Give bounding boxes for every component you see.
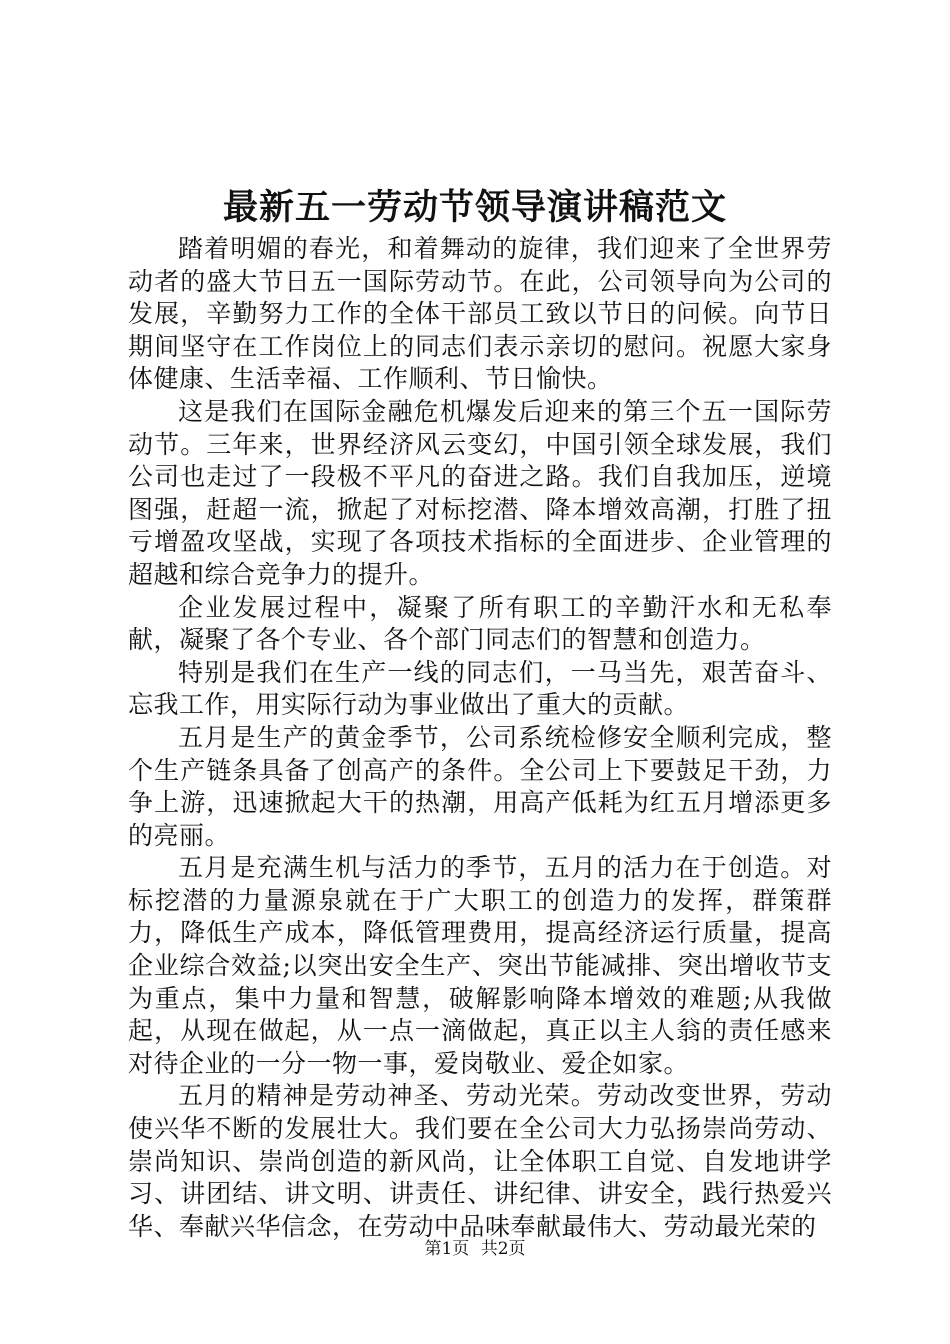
page-number: 第1页	[424, 1239, 470, 1259]
page-footer	[0, 1237, 950, 1261]
document-title: 最新五一劳动节领导演讲稿范文	[222, 188, 727, 228]
paragraph: 企业发展过程中，凝聚了所有职工的辛勤汗水和无私奉献，凝聚了各个专业、各个部门同志们的智慧和创造力。	[128, 592, 832, 655]
page-total: 共2页	[480, 1239, 526, 1259]
paragraph: 五月的精神是劳动神圣、劳动光荣。劳动改变世界，劳动使兴华不断的发展壮大。我们要在全公司大力弘扬崇尚劳动、崇尚知识、崇尚创造的新风尚，让全体职工自觉、自发地讲学习、讲团结、讲文明、讲责任、讲纪律、讲安全，践行热爱兴华、奉献兴华信念，在劳动中品味奉献最伟大、劳动最光荣的	[128, 1081, 832, 1241]
paragraph: 这是我们在国际金融危机爆发后迎来的第三个五一国际劳动节。三年来，世界经济风云变幻，中国引领全球发展，我们公司也走过了一段极不平凡的奋进之路。我们自我加压，逆境图强，赶超一流，掀起了对标挖潜、降本增效高潮，打胜了扭亏增盈攻坚战，实现了各项技术指标的全面进步、企业管理的超越和综合竞争力的提升。	[128, 396, 832, 589]
document-body	[128, 233, 832, 1243]
paragraph: 五月是充满生机与活力的季节，五月的活力在于创造。对标挖潜的力量源泉就在于广大职工的创造力的发挥，群策群力，降低生产成本，降低管理费用，提高经济运行质量，提高企业综合效益;以突出安全生产、突出节能减排、突出增收节支为重点，集中力量和智慧，破解影响降本增效的难题;从我做起，从现在做起，从一点一滴做起，真正以主人翁的责任感来对待企业的一分一物一事，爱岗敬业、爱企如家。	[128, 853, 832, 1078]
paragraph: 特别是我们在生产一线的同志们，一马当先，艰苦奋斗、忘我工作，用实际行动为事业做出了重大的贡献。	[128, 657, 832, 720]
paragraph: 五月是生产的黄金季节，公司系统检修安全顺利完成，整个生产链条具备了创高产的条件。全公司上下要鼓足干劲，力争上游，迅速掀起大干的热潮，用高产低耗为红五月增添更多的亮丽。	[128, 722, 832, 850]
paragraph: 踏着明媚的春光，和着舞动的旋律，我们迎来了全世界劳动者的盛大节日五一国际劳动节。在此，公司领导向为公司的发展，辛勤努力工作的全体干部员工致以节日的问候。向节日期间坚守在工作岗位上的同志们表示亲切的慰问。祝愿大家身体健康、生活幸福、工作顺利、节日愉快。	[128, 234, 832, 394]
